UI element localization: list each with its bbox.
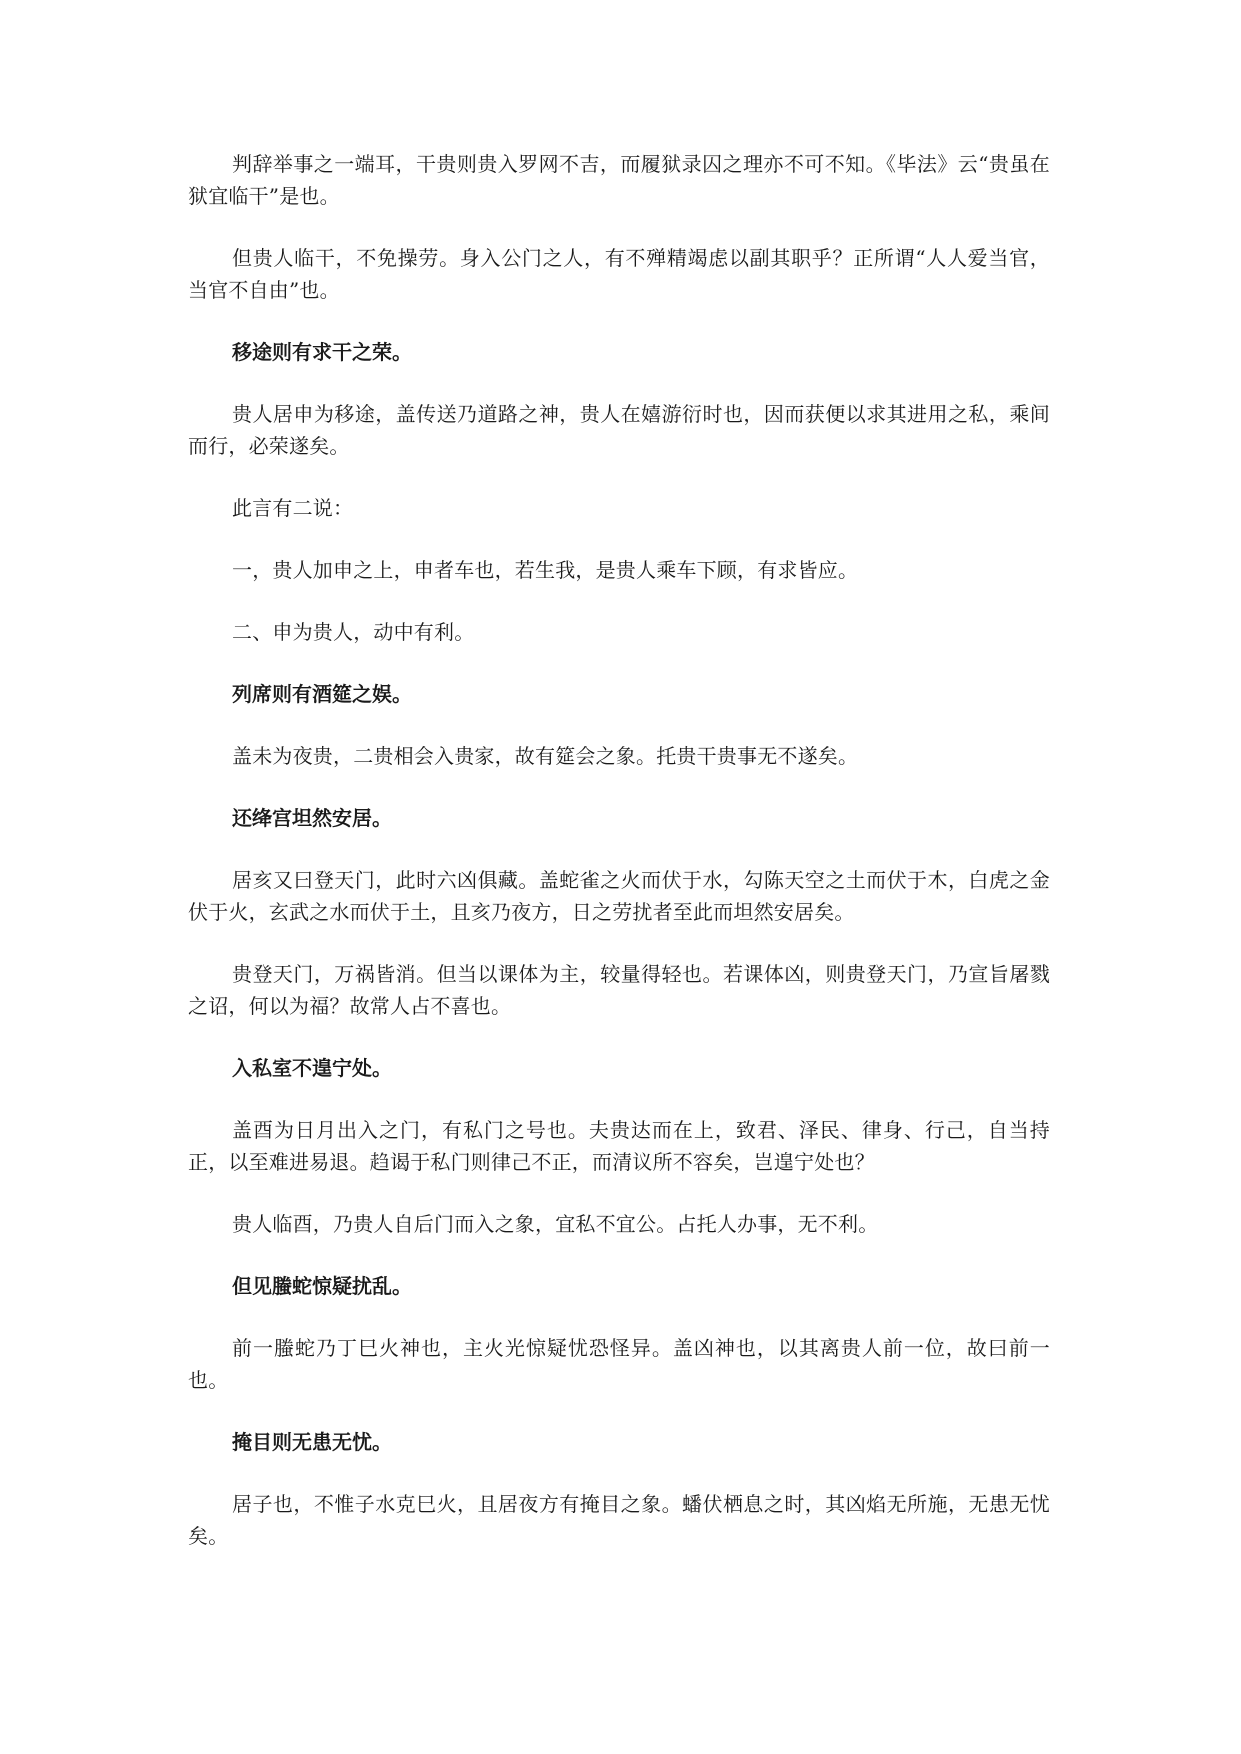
paragraph: 居子也，不惟子水克巳火，且居夜方有掩目之象。蟠伏栖息之时，其凶焰无所施，无患无忧矣。 bbox=[188, 1492, 1050, 1548]
section-heading: 掩目则无患无忧。 bbox=[232, 1430, 392, 1454]
paragraph: 判辞举事之一端耳，干贵则贵入罗网不吉，而履狱录囚之理亦不可不知。《毕法》云“贵虽在狱宜临干”是也。 bbox=[188, 152, 1050, 208]
paragraph: 盖酉为日月出入之门，有私门之号也。夫贵达而在上，致君、泽民、律身、行己，自当持正，以至难进易退。趋谒于私门则律己不正，而清议所不容矣，岂遑宁处也？ bbox=[188, 1118, 1050, 1174]
paragraph: 一，贵人加申之上，申者车也，若生我，是贵人乘车下顾，有求皆应。 bbox=[232, 558, 859, 582]
paragraph: 居亥又曰登天门，此时六凶俱藏。盖蛇雀之火而伏于水，勾陈天空之土而伏于木，白虎之金伏于火，玄武之水而伏于土，且亥乃夜方，日之劳扰者至此而坦然安居矣。 bbox=[188, 868, 1050, 924]
section-heading: 入私室不遑宁处。 bbox=[232, 1056, 392, 1080]
section-heading: 移途则有求干之荣。 bbox=[232, 340, 412, 364]
paragraph: 贵人临酉，乃贵人自后门而入之象，宜私不宜公。占托人办事，无不利。 bbox=[232, 1212, 879, 1236]
paragraph: 二、申为贵人，动中有利。 bbox=[232, 620, 475, 644]
document-page bbox=[188, 148, 1050, 1552]
section-heading: 但见螣蛇惊疑扰乱。 bbox=[232, 1274, 412, 1298]
paragraph: 盖未为夜贵，二贵相会入贵家，故有筵会之象。托贵干贵事无不遂矣。 bbox=[232, 744, 859, 768]
section-heading: 还绛宫坦然安居。 bbox=[232, 806, 392, 830]
paragraph: 贵登天门，万祸皆消。但当以课体为主，较量得轻也。若课体凶，则贵登天门，乃宣旨屠戮之诏，何以为福？故常人占不喜也。 bbox=[188, 962, 1050, 1018]
paragraph: 此言有二说： bbox=[232, 496, 354, 520]
paragraph: 但贵人临干，不免操劳。身入公门之人，有不殚精竭虑以副其职乎？正所谓“人人爱当官，当官不自由”也。 bbox=[188, 246, 1050, 302]
section-heading: 列席则有酒筵之娱。 bbox=[232, 682, 412, 706]
paragraph: 贵人居申为移途，盖传送乃道路之神，贵人在嬉游衍时也，因而获便以求其进用之私，乘间而行，必荣遂矣。 bbox=[188, 402, 1050, 458]
paragraph: 前一螣蛇乃丁巳火神也，主火光惊疑忧恐怪异。盖凶神也，以其离贵人前一位，故曰前一也。 bbox=[188, 1336, 1050, 1392]
